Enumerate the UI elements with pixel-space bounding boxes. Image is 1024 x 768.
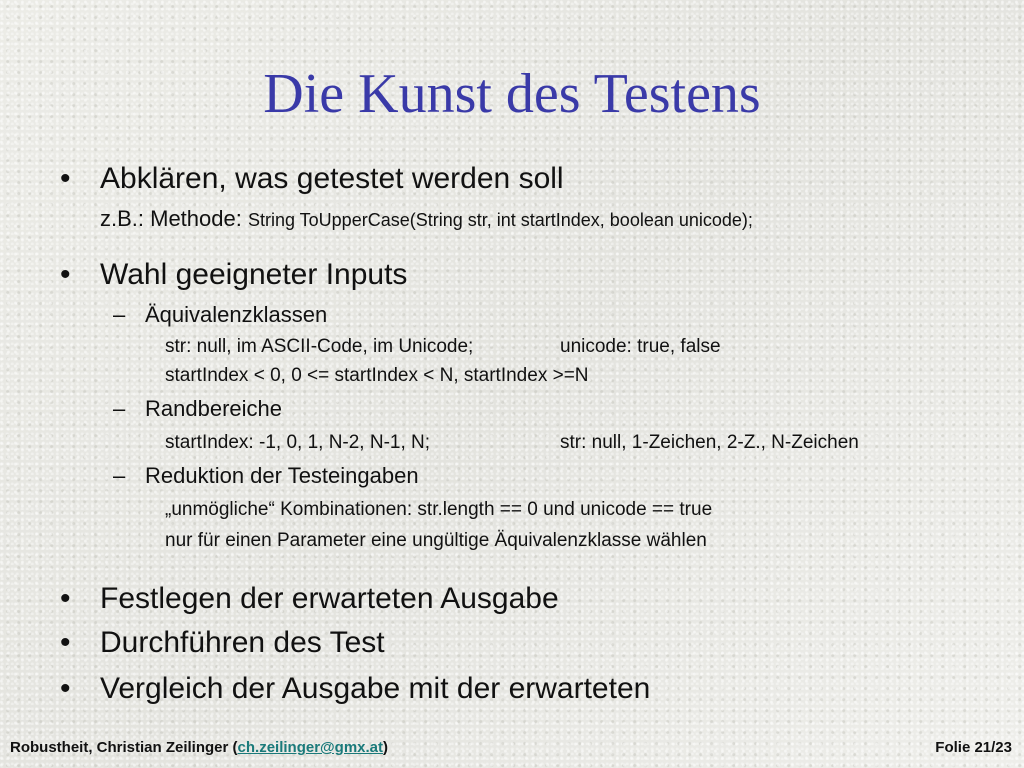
detail-startindex-classes: startIndex < 0, 0 <= startIndex < N, startIndex >=N xyxy=(165,365,589,386)
footer xyxy=(0,737,1024,761)
footer-credit-prefix: Robustheit, Christian Zeilinger ( xyxy=(10,739,238,756)
detail-one-invalid-class: nur für einen Parameter eine ungültige Äquivalenzklasse wählen xyxy=(165,530,707,551)
dash-marker: – xyxy=(113,302,126,327)
footer-credit-suffix: ) xyxy=(383,739,389,756)
dash-marker: – xyxy=(113,463,126,488)
bullet-inputs: Wahl geeigneter Inputs xyxy=(100,258,408,291)
method-example xyxy=(100,206,753,232)
dash-marker: – xyxy=(113,396,126,421)
detail-str-bounds: str: null, 1-Zeichen, 2-Z., N-Zeichen xyxy=(560,432,859,453)
sub-randbereiche: Randbereiche xyxy=(145,396,282,421)
detail-unicode-classes: unicode: true, false xyxy=(560,336,721,357)
bullet-abklaeren: Abklären, was getestet werden soll xyxy=(100,162,564,195)
sub-aequivalenzklassen: Äquivalenzklassen xyxy=(145,302,328,327)
bullet-ausgabe: Festlegen der erwarteten Ausgabe xyxy=(100,582,559,615)
bullet-marker: • xyxy=(60,582,71,615)
detail-startindex-bounds: startIndex: -1, 0, 1, N-2, N-1, N; xyxy=(165,432,431,453)
author-email-link[interactable]: ch.zeilinger@gmx.at xyxy=(237,739,384,756)
footer-credit xyxy=(10,739,388,756)
method-signature: String ToUpperCase(String str, int startIndex, boolean unicode); xyxy=(247,210,753,230)
bullet-marker: • xyxy=(60,672,71,705)
bullet-marker: • xyxy=(60,626,71,659)
method-example-prefix: z.B.: Methode: xyxy=(100,206,248,231)
bullet-vergleich: Vergleich der Ausgabe mit der erwarteten xyxy=(100,672,651,705)
bullet-durchfuehren: Durchführen des Test xyxy=(100,626,385,659)
slide-title: Die Kunst des Testens xyxy=(263,63,761,125)
detail-str-classes: str: null, im ASCII-Code, im Unicode; xyxy=(165,336,474,357)
detail-impossible-combos: „unmögliche“ Kombinationen: str.length == 0 und unicode == true xyxy=(165,499,713,520)
slide-number: Folie 21/23 xyxy=(935,739,1012,756)
bullet-marker: • xyxy=(60,162,71,195)
sub-reduktion: Reduktion der Testeingaben xyxy=(145,463,419,488)
bullet-marker: • xyxy=(60,258,71,291)
